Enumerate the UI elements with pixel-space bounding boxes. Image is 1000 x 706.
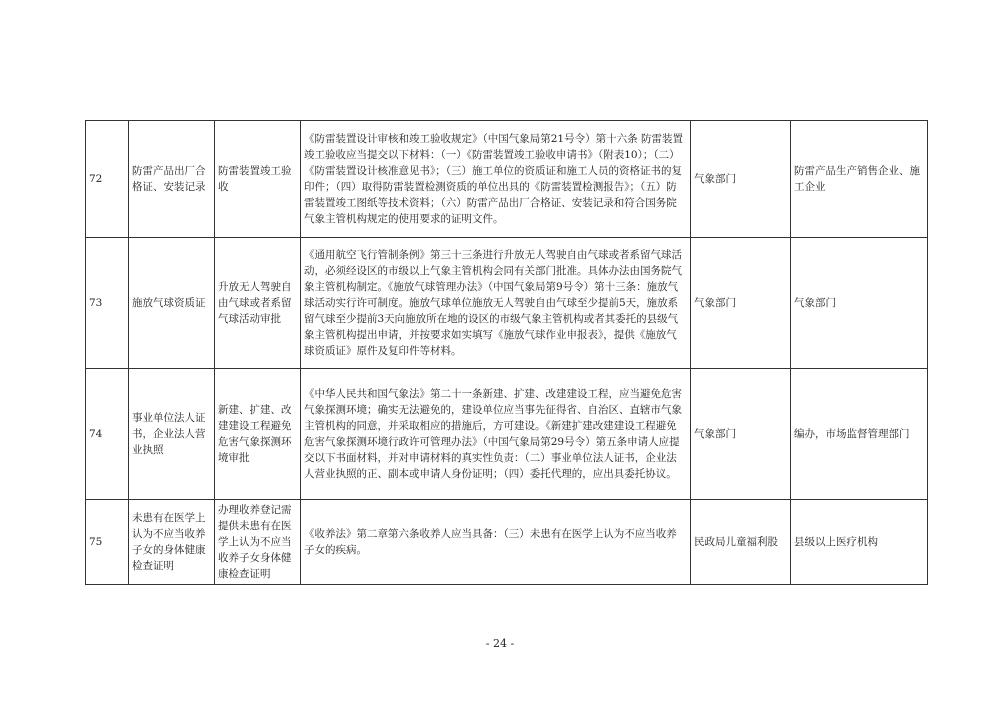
certificate-name: 防雷产品出厂合格证、安装记录 (129, 121, 215, 238)
row-number: 73 (86, 238, 129, 369)
handling-department: 气象部门 (691, 238, 791, 369)
matter-name: 防雷装置竣工验收 (215, 121, 301, 238)
matter-name: 升放无人驾驶自由气球或者系留气球活动审批 (215, 238, 301, 369)
table-row (86, 121, 928, 238)
handling-department: 民政局儿童福利股 (691, 500, 791, 585)
issuing-authority: 气象部门 (791, 238, 928, 369)
certificate-table (85, 120, 928, 585)
matter-name: 新建、扩建、改建建设工程避免危害气象探测环境审批 (215, 369, 301, 500)
legal-basis: 《收养法》第二章第六条收养人应当具备：（三）未患有在医学上认为不应当收养子女的疾病。 (301, 500, 691, 585)
handling-department: 气象部门 (691, 369, 791, 500)
issuing-authority: 县级以上医疗机构 (791, 500, 928, 585)
issuing-authority: 防雷产品生产销售企业、施工企业 (791, 121, 928, 238)
table-row (86, 500, 928, 585)
row-number: 72 (86, 121, 129, 238)
legal-basis: 《中华人民共和国气象法》第二十一条新建、扩建、改建建设工程，应当避免危害气象探测环境；确实无法避免的，建设单位应当事先征得省、自治区、直辖市气象主管机构的同意，并采取相应的措施后，方可建设。《新建扩建改建建设工程避免危害气象探测环境行政许可管理办法》（中国气象局第29号令）第五条申请人应提交以下书面材料，并对申请材料的真实性负责：（二）事业单位法人证书，企业法人营业执照的正、副本或申请人身份证明；（四）委托代理的，应出具委托协议。 (301, 369, 691, 500)
row-number: 75 (86, 500, 129, 585)
table-row (86, 238, 928, 369)
certificate-name: 事业单位法人证书，企业法人营业执照 (129, 369, 215, 500)
page-number: - 24 - (485, 637, 515, 650)
handling-department: 气象部门 (691, 121, 791, 238)
certificate-name: 未患有在医学上认为不应当收养子女的身体健康检查证明 (129, 500, 215, 585)
matter-name: 办理收养登记需提供未患有在医学上认为不应当收养子女身体健康检查证明 (215, 500, 301, 585)
table-row (86, 369, 928, 500)
certificate-name: 施放气球资质证 (129, 238, 215, 369)
legal-basis: 《防雷装置设计审核和竣工验收规定》（中国气象局第21号令）第十六条 防雷装置竣工验收应当提交以下材料：（一）《防雷装置竣工验收申请书》（附表10）；（二）《防雷装置设计核准意见书》；（三）施工单位的资质证和施工人员的资格证书的复印件；（四）取得防雷装置检测资质的单位出具的《防雷装置检测报告》；（五）防雷装置竣工图纸等技术资料；（六）防雷产品出厂合格证、安装记录和符合国务院气象主管机构规定的使用要求的证明文件。 (301, 121, 691, 238)
issuing-authority: 编办，市场监督管理部门 (791, 369, 928, 500)
row-number: 74 (86, 369, 129, 500)
legal-basis: 《通用航空飞行管制条例》第三十三条进行升放无人驾驶自由气球或者系留气球活动，必须经设区的市级以上气象主管机构会同有关部门批准。具体办法由国务院气象主管机构制定。《施放气球管理办法》（中国气象局第9号令）第十三条：施放气球活动实行许可制度。施放气球单位施放无人驾驶自由气球至少提前5天，施放系留气球至少提前3天向施放所在地的设区的市级气象主管机构或者其委托的县级气象主管机构提出申请，并按要求如实填写《施放气球作业申报表》，提供《施放气球资质证》原件及复印件等材料。 (301, 238, 691, 369)
